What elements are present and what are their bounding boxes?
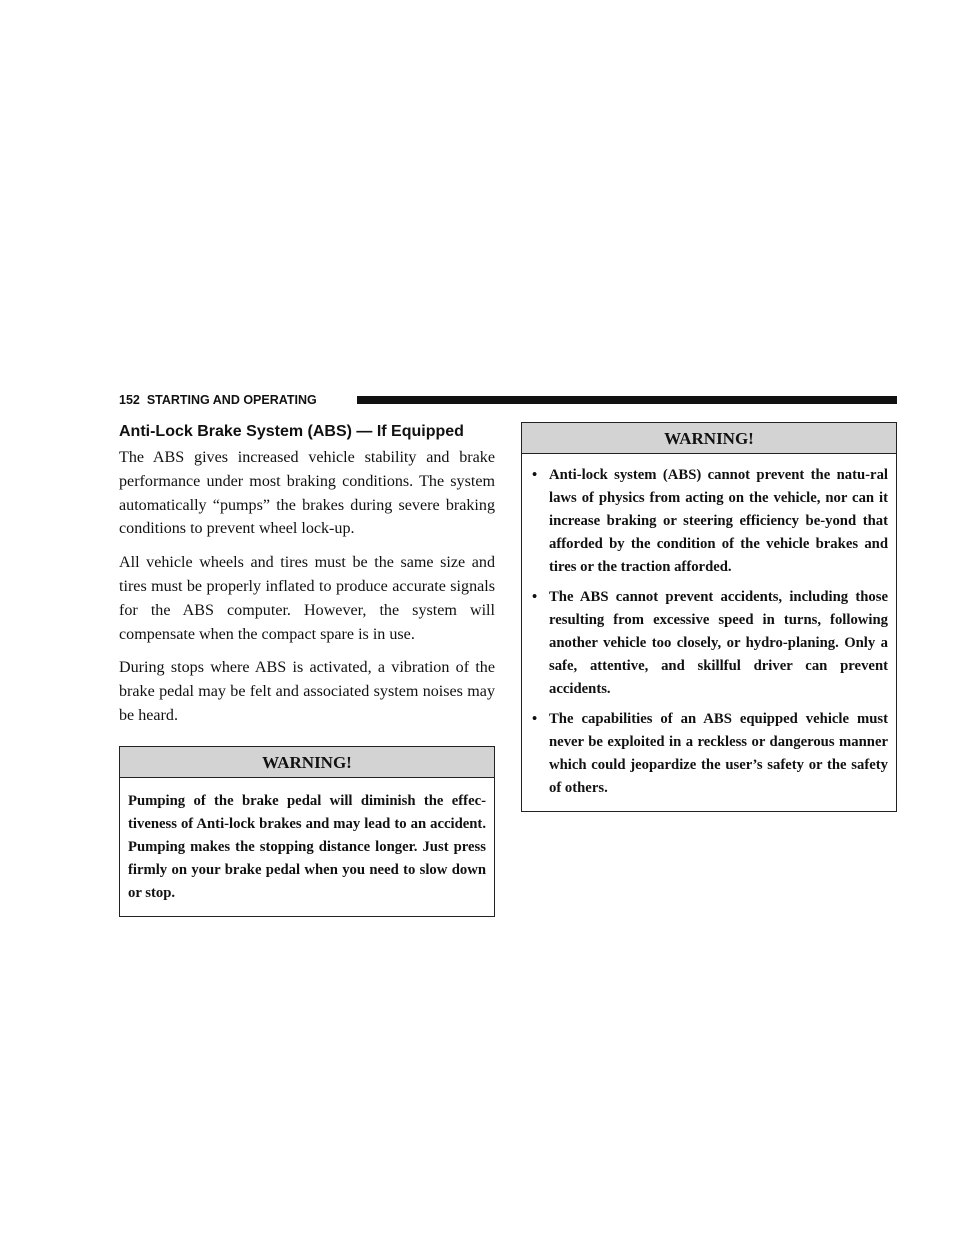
paragraph-2: All vehicle wheels and tires must be the same size and tires must be properly inflated to produce accurate signals for the ABS computer. However, the system will compensate when the compact spare is in use. [119, 554, 495, 643]
paragraph-1: The ABS gives increased vehicle stability and brake performance under most braking conditions. The system automatically “pumps” the brakes during severe braking conditions to prevent wheel lock-up. [119, 449, 495, 538]
warning-list [522, 454, 896, 811]
header-rule [357, 396, 897, 404]
list-item [530, 586, 888, 701]
warning-title: WARNING! [120, 747, 494, 778]
header-text [119, 392, 317, 408]
warning-box-pumping [119, 746, 495, 917]
left-column [119, 422, 495, 917]
page-number: 152 [119, 393, 140, 407]
bullet-icon: • [532, 589, 538, 605]
list-item-text: The capabilities of an ABS equipped vehicle must never be exploited in a reckless or dangerous manner which could jeopardize the user’s safety or the safety of others. [549, 711, 888, 796]
paragraph-3: During stops where ABS is activated, a vibration of the brake pedal may be felt and associated system noises may be heard. [119, 659, 495, 724]
list-item [530, 708, 888, 800]
page-header [119, 392, 897, 408]
warning-text: Pumping of the brake pedal will diminish the effec-tiveness of Anti-lock brakes and may lead to an accident. Pumping makes the stopping distance longer. Just press firmly on your brake pedal when you need to slow down or stop. [128, 792, 486, 901]
warning-box-abs-limits [521, 422, 897, 812]
list-item [530, 464, 888, 579]
right-column [521, 422, 897, 812]
warning-title: WARNING! [522, 423, 896, 454]
section-heading: Anti-Lock Brake System (ABS) — If Equipped [119, 423, 464, 440]
chapter-title: STARTING AND OPERATING [146, 393, 317, 407]
list-item-text: The ABS cannot prevent accidents, including those resulting from excessive speed in turns, following another vehicle too closely, or hydro-planing. Only a safe, attentive, and skillful driver can prevent accidents. [549, 589, 888, 697]
list-item-text: Anti-lock system (ABS) cannot prevent the natu-ral laws of physics from acting on the vehicle, nor can it increase braking or steering efficiency be-yond that afforded by the condition of the vehicle brakes and tires or the traction afforded. [549, 467, 888, 575]
bullet-icon: • [532, 467, 538, 483]
bullet-icon: • [532, 711, 538, 727]
